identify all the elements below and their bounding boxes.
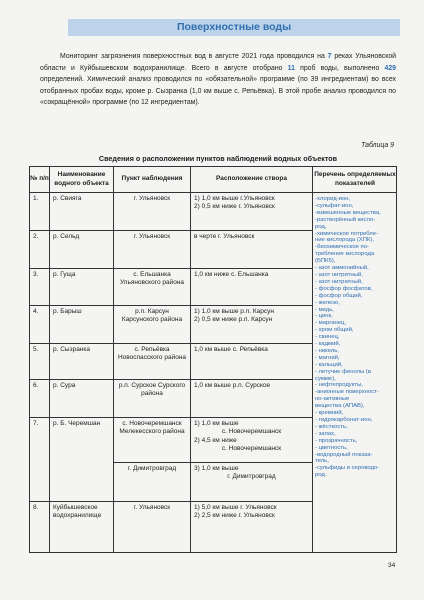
param-item: -химическое потребле- (315, 230, 378, 237)
param-item: - свинец, (315, 334, 340, 341)
param-item: -взвешенные вещества, (315, 209, 381, 216)
row-8-location (190, 501, 312, 553)
row-1-point: г. Ульяновск (113, 192, 190, 230)
param-item: ние кислорода (ХПК), (315, 237, 374, 244)
param-item: - нефтепродукты, (315, 382, 363, 389)
row-7-location-line: 2) 4,5 км ниже (194, 436, 237, 444)
param-item: -биохимическое по- (315, 244, 369, 251)
row-7-location-line: 1) 1,0 км выше (194, 420, 239, 427)
params-list (312, 194, 397, 551)
determinations-count: 429 (384, 64, 396, 72)
header-location: Расположение створа (190, 166, 312, 192)
param-item: - азот нитратный, (315, 278, 363, 285)
row-6-location (190, 379, 312, 417)
param-item: тель, (315, 458, 329, 465)
intro-text-3: проб воды, выполнено (294, 64, 385, 72)
param-item: (БПК5), (315, 258, 336, 265)
param-item: - никель, (315, 347, 340, 354)
param-item: - медь, (315, 306, 334, 313)
row-4-point: р.п. Карсун Карсунского района (113, 305, 190, 343)
param-item: -сульфат-ион, (315, 202, 354, 209)
row-1-location-line: 1) 1,0 км выше г.Ульяновск (194, 195, 275, 202)
row-3-num: 3. (29, 268, 49, 305)
param-item: - фосфор фосфатов, (315, 285, 373, 292)
row-2-point: г. Ульяновск (113, 230, 190, 268)
row-5-point: с. Репьёвка Новоспасского района (113, 343, 190, 379)
table-caption: Сведения о расположении пунктов наблюдений водных объектов (98, 154, 338, 163)
param-item: - кремний, (315, 410, 344, 417)
row-6-location-line: 1,0 км выше р.п. Сурское (194, 382, 271, 389)
row-6-point: р.п. Сурское Сурского района (113, 379, 190, 417)
param-item: - цветность, (315, 444, 348, 451)
param-item: - фосфор общий, (315, 292, 363, 299)
param-item: -хлорид-ион, (315, 196, 351, 202)
intro-text-4: определений. Химический анализ проводился по «обязательной» программе (по 39 ингредиентам) во всех отобранных пробах воды, кроме р. Сызранка (1,0 км выше с. Репьёвка). В этой пробе анализ проводился по «сокращённой» программе (по 12 ингредиентам). (40, 76, 396, 107)
row-6-object: р. Сура (49, 379, 113, 417)
row-1-location (190, 192, 312, 230)
param-item: требление кислорода (315, 251, 375, 258)
row-8-location-line: 2) 2,5 км ниже г. Ульяновск (194, 512, 275, 520)
row-2-object: р. Сельд (49, 230, 113, 268)
row-7-location-2 (190, 462, 312, 501)
param-item: но-активные (315, 396, 350, 403)
param-item: - азот аммонийный, (315, 265, 369, 272)
param-item: - марганец, (315, 320, 347, 327)
header-point: Пункт наблюдения (113, 166, 190, 192)
row-4-object: р. Барыш (49, 305, 113, 343)
row-7-location (190, 417, 312, 462)
row-8-object: Куйбышевское водохранилище (49, 501, 113, 553)
row-7-location-2-line: 3) 1,0 км выше (194, 465, 239, 472)
param-item: - гидрокарбонат-ион, (315, 417, 373, 423)
param-item: вещества (АПАВ), (315, 403, 365, 410)
intro-text-1: Мониторинг загрязнения поверхностных вод в августе 2021 года проводился на (60, 53, 328, 60)
param-item: - азот нитритный, (315, 271, 363, 278)
row-7-point-2: г. Димитровград (113, 462, 190, 501)
row-4-num: 4. (29, 305, 49, 343)
page-number: 34 (388, 562, 396, 569)
header-object: Наименование водного объекта (49, 166, 113, 192)
param-item: - кальций, (315, 361, 343, 368)
param-item: - кадмий, (315, 341, 341, 348)
table-number: Таблица 9 (361, 142, 394, 149)
row-7-num: 7. (29, 417, 49, 501)
param-item: - хром общий, (315, 327, 354, 334)
row-2-location-line: в черте г. Ульяновск (194, 233, 255, 240)
row-3-location (190, 268, 312, 305)
row-8-location-line: 1) 5,0 км выше г. Ульяновск (194, 504, 277, 511)
param-item: - запах, (315, 430, 336, 437)
row-3-location-line: 1,0 км ниже с. Ельшанка (194, 271, 269, 278)
row-5-num: 5. (29, 343, 49, 379)
row-8-point: г. Ульяновск (113, 501, 190, 553)
param-item: - цинк, (315, 313, 333, 320)
row-5-location-line: 1,0 км выше с. Репьёвка (194, 346, 268, 353)
row-1-num: 1. (29, 192, 49, 230)
param-item: сумме), (315, 375, 336, 382)
row-7-object: р. Б. Черемшан (49, 417, 113, 501)
row-7-location-2-line: г. Димитровград (227, 473, 276, 481)
row-1-location-line: 2) 0,5 км ниже г. Ульяновск (194, 203, 275, 211)
section-title: Поверхностные воды (176, 21, 292, 33)
intro-text-2: реках Ульяновской области и Куйбышевском водохранилище. Всего в августе отобрано (40, 53, 396, 72)
header-num: № п/п (29, 166, 49, 192)
param-item: - магний, (315, 354, 340, 361)
row-7-location-line: с. Новочеремшанск (221, 428, 282, 436)
row-4-location-line: 1) 1,0 км выше р.п. Карсун (194, 308, 274, 315)
param-item: -водородный показа- (315, 451, 373, 458)
samples-count: 11 (287, 64, 295, 72)
param-item: -анионные поверхност- (315, 389, 379, 396)
param-item: -сульфиды и сероводо- (315, 465, 380, 472)
rivers-count: 7 (327, 53, 332, 60)
param-item: род. (315, 472, 327, 479)
row-5-location (190, 343, 312, 379)
row-2-location (190, 230, 312, 268)
row-7-location-line: с. Новочеремшанск (221, 444, 282, 452)
row-6-num: 6. (29, 379, 49, 417)
section-title-bar (68, 19, 400, 36)
param-item: - летучие фенолы (в (315, 368, 372, 375)
observation-points-table (29, 166, 397, 553)
row-5-object: р. Сызранка (49, 343, 113, 379)
param-item: - прозрачность, (315, 437, 358, 444)
row-3-point: с. Ельшанка Ульяновского района (113, 268, 190, 305)
row-3-object: р. Гуща (49, 268, 113, 305)
row-4-location-line: 2) 0,5 км ниже р.п. Карсун (194, 316, 273, 324)
row-8-num: 8. (29, 501, 49, 553)
param-item: род, (315, 223, 327, 230)
param-item: - жёсткость, (315, 423, 348, 430)
intro-paragraph (40, 51, 396, 109)
row-4-location (190, 305, 312, 343)
row-2-num: 2. (29, 230, 49, 268)
param-item: - железо, (315, 299, 340, 306)
row-1-object: р. Свияга (49, 192, 113, 230)
row-7-point: с. Новочеремшанск Мелекесского района (113, 417, 190, 462)
header-params: Перечень определяемых показателей (312, 166, 397, 192)
param-item: -растворённый кисло- (315, 216, 376, 223)
